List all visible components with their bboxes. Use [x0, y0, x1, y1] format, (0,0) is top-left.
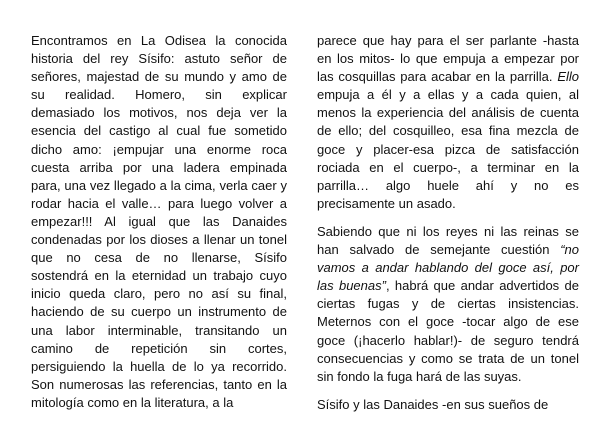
- right-paragraph-2-text-a: Sabiendo que ni los reyes ni las reinas se han salvado de semejante cuestión: [317, 223, 579, 258]
- left-paragraph-1: Encontramos en La Odisea la conocida historia del rey Sísifo: astuto señor de señores, majestad de su mundo y amo de su realidad. Homero, sin explicar demasiado los motivos, nos deja ver la esencia del castigo al cual fue sometido dicho amo: ¡empujar una enorme roca cuesta arriba por una ladera empinada para, una vez llegado a la cima, verla caer y rodar hacia el valle… para luego volver a empezar!!! Al igual que las Danaides condenadas por los dioses a llenar un tonel que no cesa de no llenarse, Sísifo sostendrá en la eternidad un trabajo cuyo inicio queda claro, pero no así su final, haciendo de su cuerpo un instrumento de una labor interminable, transitando un camino de repetición sin cortes, persiguiendo la huella de lo ya recorrido. Son numerosas las referencias, tanto en la mitología como en la literatura, a la: [31, 33, 287, 410]
- right-paragraph-1-text-b: empuja a él y a ellas y a cada quien, al menos la experiencia del análisis de cuenta de ello; del cosquilleo, esa fina mezcla de goce y placer-esa pizca de satisfacción rociada en el cuerpo-, a terminar en la parrilla… algo huele ahí y no es precisamente un asado.: [317, 87, 579, 211]
- right-paragraph-3: Sísifo y las Danaides -en sus sueños de: [317, 396, 549, 412]
- quoted-italic-text: “no vamos a andar hablando del goce así, por las buenas”: [317, 242, 579, 294]
- right-paragraph-1-text-a: parece que hay para el ser parlante -hasta en los mitos- lo que empuja a empezar por las cosquillas para acabar en la parrilla.: [317, 33, 579, 85]
- ello-italic-text: Ello: [557, 69, 579, 85]
- left-column: [31, 32, 287, 422]
- right-paragraph-2: [317, 223, 579, 386]
- right-column: [317, 32, 579, 424]
- right-paragraph-1: [317, 32, 579, 213]
- right-paragraph-2-text-b: , habrá que andar advertidos de ciertas fugas y de ciertas insistencias. Meternos con el goce -tocar algo de ese goce (¡hacerlo hablar!)- de seguro tendrá consecuencias y como se trata de un tonel sin fondo la fuga hará de las suyas.: [317, 278, 579, 384]
